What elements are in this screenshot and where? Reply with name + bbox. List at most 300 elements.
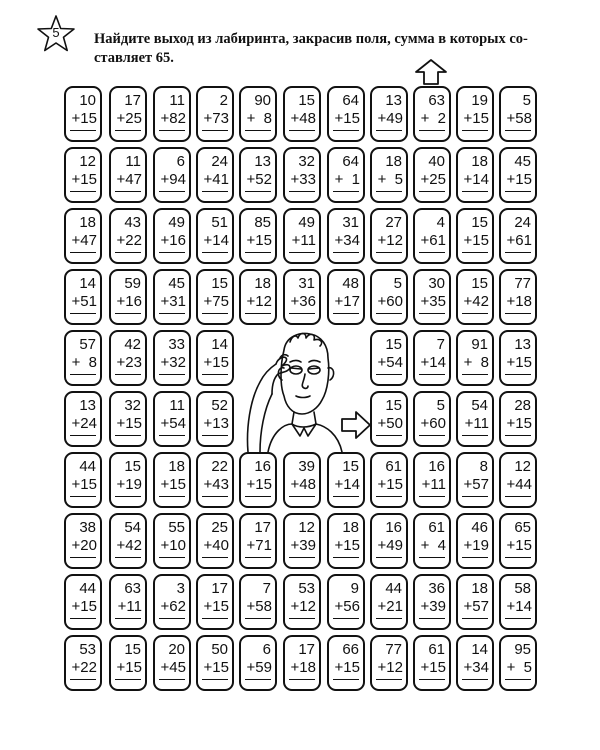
maze-cell[interactable] (109, 269, 147, 325)
maze-cell[interactable] (370, 513, 408, 569)
maze-cell[interactable] (153, 86, 191, 142)
maze-cell[interactable] (283, 574, 321, 630)
maze-cell[interactable] (499, 452, 537, 508)
cell-addend-bottom: +11 (117, 598, 142, 615)
maze-cell[interactable] (239, 635, 277, 691)
sum-line (289, 191, 315, 192)
cell-addend-top: 44 (385, 580, 402, 597)
maze-cell[interactable] (456, 269, 494, 325)
sum-line (245, 679, 271, 680)
sum-line (505, 130, 531, 131)
maze-cell[interactable] (283, 513, 321, 569)
maze-cell[interactable] (283, 635, 321, 691)
cell-addend-bottom: +11 (421, 476, 446, 493)
maze-cell[interactable] (153, 208, 191, 264)
sum-line (462, 252, 488, 253)
sum-line (159, 618, 185, 619)
cell-addend-bottom: +15 (506, 537, 532, 554)
sum-line (202, 374, 228, 375)
cell-addend-bottom: +15 (334, 110, 360, 127)
cell-addend-top: 13 (254, 153, 271, 170)
sum-line (462, 618, 488, 619)
maze-cell[interactable] (196, 513, 234, 569)
maze-cell[interactable] (153, 635, 191, 691)
cell-addend-top: 38 (79, 519, 96, 536)
maze-cell[interactable] (413, 208, 451, 264)
maze-cell[interactable] (196, 86, 234, 142)
sum-line (289, 557, 315, 558)
cell-addend-top: 4 (436, 214, 445, 231)
maze-cell[interactable] (456, 208, 494, 264)
sum-line (376, 618, 402, 619)
cell-addend-top: 31 (342, 214, 359, 231)
cell-addend-top: 5 (522, 92, 531, 109)
cell-addend-top: 54 (471, 397, 488, 414)
maze-cell[interactable] (109, 330, 147, 386)
maze-cell[interactable] (239, 86, 277, 142)
maze-cell[interactable] (499, 86, 537, 142)
sum-line (202, 191, 228, 192)
sum-line (376, 435, 402, 436)
cell-addend-top: 33 (168, 336, 185, 353)
maze-cell[interactable] (153, 330, 191, 386)
cell-addend-top: 18 (342, 519, 359, 536)
maze-cell[interactable] (413, 269, 451, 325)
cell-addend-top: 49 (298, 214, 315, 231)
cell-addend-top: 27 (385, 214, 402, 231)
sum-line (245, 130, 271, 131)
cell-addend-bottom: +57 (463, 598, 489, 615)
cell-addend-bottom: +19 (116, 476, 142, 493)
maze-cell[interactable] (499, 330, 537, 386)
maze-cell[interactable] (456, 574, 494, 630)
maze-cell[interactable] (456, 452, 494, 508)
maze-cell[interactable] (109, 391, 147, 447)
maze-cell[interactable] (370, 86, 408, 142)
maze-cell[interactable] (64, 452, 102, 508)
cell-addend-top: 42 (124, 336, 141, 353)
sum-line (115, 374, 141, 375)
sum-line (376, 313, 402, 314)
maze-cell[interactable] (239, 452, 277, 508)
cell-addend-top: 17 (211, 580, 228, 597)
sum-line (115, 557, 141, 558)
maze-cell[interactable] (370, 391, 408, 447)
cell-addend-top: 12 (79, 153, 96, 170)
sum-line (419, 191, 445, 192)
cell-addend-bottom: +15 (246, 476, 272, 493)
cell-addend-bottom: +48 (290, 110, 316, 127)
maze-cell[interactable] (153, 391, 191, 447)
maze-cell[interactable] (196, 269, 234, 325)
cell-addend-top: 6 (262, 641, 271, 658)
cell-addend-bottom: +17 (334, 293, 360, 310)
cell-addend-top: 48 (342, 275, 359, 292)
cell-addend-top: 63 (428, 92, 445, 109)
maze-cell[interactable] (196, 330, 234, 386)
cell-addend-top: 16 (254, 458, 271, 475)
sum-line (505, 252, 531, 253)
cell-addend-top: 52 (211, 397, 228, 414)
sum-line (202, 618, 228, 619)
cell-addend-top: 18 (471, 153, 488, 170)
cell-addend-top: 95 (514, 641, 531, 658)
sum-line (505, 191, 531, 192)
sum-line (333, 496, 359, 497)
sum-line (70, 496, 96, 497)
cell-addend-top: 58 (514, 580, 531, 597)
sum-line (333, 252, 359, 253)
maze-cell[interactable] (64, 574, 102, 630)
sum-line (159, 557, 185, 558)
cell-addend-top: 5 (436, 397, 445, 414)
sum-line (289, 313, 315, 314)
maze-cell[interactable] (413, 147, 451, 203)
cell-addend-bottom: +48 (290, 476, 316, 493)
sum-line (202, 130, 228, 131)
sum-line (115, 618, 141, 619)
cell-addend-top: 61 (428, 519, 445, 536)
sum-line (202, 496, 228, 497)
cell-addend-top: 18 (471, 580, 488, 597)
cell-addend-bottom: +15 (463, 232, 489, 249)
cell-addend-bottom: +62 (160, 598, 186, 615)
maze-cell[interactable] (456, 330, 494, 386)
cell-addend-bottom: +58 (506, 110, 532, 127)
sum-line (462, 496, 488, 497)
maze-cell[interactable] (109, 208, 147, 264)
cell-addend-top: 15 (124, 641, 141, 658)
cell-addend-bottom: +14 (334, 476, 360, 493)
cell-addend-bottom: + 2 (420, 110, 446, 127)
sum-line (202, 557, 228, 558)
maze-cell[interactable] (370, 208, 408, 264)
cell-addend-top: 2 (219, 92, 228, 109)
cell-addend-bottom: +75 (203, 293, 229, 310)
cell-addend-bottom: +58 (246, 598, 272, 615)
maze-cell[interactable] (413, 452, 451, 508)
sum-line (115, 435, 141, 436)
cell-addend-top: 31 (298, 275, 315, 292)
maze-cell[interactable] (283, 147, 321, 203)
sum-line (245, 618, 271, 619)
maze-cell[interactable] (283, 208, 321, 264)
maze-cell[interactable] (196, 391, 234, 447)
maze-cell[interactable] (64, 513, 102, 569)
maze-cell[interactable] (196, 452, 234, 508)
cell-addend-bottom: +15 (71, 110, 97, 127)
cell-addend-top: 49 (168, 214, 185, 231)
cell-addend-top: 36 (428, 580, 445, 597)
sum-line (245, 191, 271, 192)
sum-line (289, 252, 315, 253)
cell-addend-top: 18 (79, 214, 96, 231)
cell-addend-bottom: +11 (464, 415, 489, 432)
maze-cell[interactable] (109, 574, 147, 630)
cell-addend-bottom: +15 (246, 232, 272, 249)
maze-cell[interactable] (413, 391, 451, 447)
maze-cell[interactable] (456, 635, 494, 691)
sum-line (202, 679, 228, 680)
maze-cell[interactable] (370, 574, 408, 630)
sum-line (115, 679, 141, 680)
maze-cell[interactable] (153, 574, 191, 630)
maze-cell[interactable] (413, 635, 451, 691)
sum-line (289, 618, 315, 619)
maze-cell[interactable] (413, 574, 451, 630)
maze-cell[interactable] (239, 513, 277, 569)
cell-addend-bottom: +49 (377, 110, 403, 127)
cell-addend-bottom: +21 (377, 598, 403, 615)
cell-addend-bottom: +60 (420, 415, 446, 432)
cell-addend-top: 85 (254, 214, 271, 231)
cell-addend-bottom: +25 (420, 171, 446, 188)
cell-addend-top: 8 (479, 458, 488, 475)
cell-addend-top: 77 (514, 275, 531, 292)
task-number: 5 (52, 25, 60, 40)
sum-line (333, 557, 359, 558)
maze-cell[interactable] (327, 269, 365, 325)
maze-cell[interactable] (283, 269, 321, 325)
cell-addend-top: 24 (514, 214, 531, 231)
cell-addend-bottom: +11 (291, 232, 316, 249)
maze-cell[interactable] (239, 269, 277, 325)
cell-addend-top: 15 (298, 92, 315, 109)
cell-addend-top: 5 (393, 275, 402, 292)
maze-cell[interactable] (327, 86, 365, 142)
maze-cell[interactable] (64, 208, 102, 264)
maze-cell[interactable] (327, 147, 365, 203)
cell-addend-bottom: +39 (420, 598, 446, 615)
maze-cell[interactable] (153, 513, 191, 569)
sum-line (70, 557, 96, 558)
maze-cell[interactable] (327, 635, 365, 691)
maze-cell[interactable] (196, 635, 234, 691)
maze-cell[interactable] (327, 208, 365, 264)
cell-addend-bottom: +39 (290, 537, 316, 554)
maze-cell[interactable] (109, 452, 147, 508)
sum-line (70, 130, 96, 131)
sum-line (70, 313, 96, 314)
cell-addend-top: 40 (428, 153, 445, 170)
maze-cell[interactable] (283, 86, 321, 142)
sum-line (333, 618, 359, 619)
cell-addend-bottom: +18 (506, 293, 532, 310)
cell-addend-bottom: +36 (290, 293, 316, 310)
maze-cell[interactable] (413, 86, 451, 142)
cell-addend-bottom: +15 (203, 354, 229, 371)
cell-addend-bottom: +47 (71, 232, 97, 249)
cell-addend-top: 16 (385, 519, 402, 536)
sum-line (333, 679, 359, 680)
cell-addend-bottom: +41 (203, 171, 229, 188)
cell-addend-bottom: +19 (463, 537, 489, 554)
cell-addend-bottom: +94 (160, 171, 186, 188)
cell-addend-top: 91 (471, 336, 488, 353)
cell-addend-bottom: +54 (160, 415, 186, 432)
cell-addend-top: 15 (471, 275, 488, 292)
sum-line (419, 130, 445, 131)
cell-addend-top: 7 (436, 336, 445, 353)
maze-cell[interactable] (456, 391, 494, 447)
maze-cell[interactable] (499, 147, 537, 203)
sum-line (70, 679, 96, 680)
maze-cell[interactable] (196, 574, 234, 630)
maze-cell[interactable] (283, 452, 321, 508)
cell-addend-top: 17 (298, 641, 315, 658)
maze-cell[interactable] (64, 86, 102, 142)
cell-addend-top: 15 (385, 336, 402, 353)
maze-cell[interactable] (239, 208, 277, 264)
maze-cell[interactable] (499, 513, 537, 569)
cell-addend-top: 24 (211, 153, 228, 170)
maze-cell[interactable] (327, 452, 365, 508)
maze-cell[interactable] (456, 86, 494, 142)
maze-cell[interactable] (499, 635, 537, 691)
maze-cell[interactable] (456, 513, 494, 569)
sum-line (376, 679, 402, 680)
sum-line (159, 435, 185, 436)
sum-line (505, 313, 531, 314)
maze-cell[interactable] (64, 330, 102, 386)
maze-cell[interactable] (239, 574, 277, 630)
cell-addend-top: 12 (298, 519, 315, 536)
cell-addend-top: 90 (254, 92, 271, 109)
cell-addend-top: 10 (79, 92, 96, 109)
maze-cell[interactable] (327, 574, 365, 630)
maze-cell[interactable] (499, 269, 537, 325)
cell-addend-bottom: +15 (420, 659, 446, 676)
maze-cell[interactable] (64, 391, 102, 447)
maze-cell[interactable] (370, 452, 408, 508)
cell-addend-bottom: + 1 (334, 171, 360, 188)
cell-addend-top: 15 (385, 397, 402, 414)
sum-line (462, 130, 488, 131)
cell-addend-top: 19 (471, 92, 488, 109)
maze-cell[interactable] (109, 635, 147, 691)
cell-addend-bottom: +34 (463, 659, 489, 676)
cell-addend-top: 12 (514, 458, 531, 475)
cell-addend-bottom: +15 (116, 659, 142, 676)
maze-cell[interactable] (196, 147, 234, 203)
maze-cell[interactable] (499, 574, 537, 630)
cell-addend-top: 13 (514, 336, 531, 353)
sum-line (462, 679, 488, 680)
maze-cell[interactable] (370, 635, 408, 691)
maze-cell[interactable] (196, 208, 234, 264)
maze-cell[interactable] (64, 269, 102, 325)
cell-addend-top: 43 (124, 214, 141, 231)
cell-addend-bottom: + 8 (71, 354, 97, 371)
cell-addend-bottom: +14 (506, 598, 532, 615)
cell-addend-bottom: + 8 (246, 110, 272, 127)
maze-cell[interactable] (499, 391, 537, 447)
cell-addend-bottom: + 5 (506, 659, 532, 676)
maze-cell[interactable] (370, 147, 408, 203)
maze-cell[interactable] (413, 330, 451, 386)
maze-cell[interactable] (370, 330, 408, 386)
maze-cell[interactable] (327, 513, 365, 569)
cell-addend-top: 7 (262, 580, 271, 597)
sum-line (462, 191, 488, 192)
cell-addend-bottom: +61 (506, 232, 532, 249)
cell-addend-top: 14 (79, 275, 96, 292)
maze-cell[interactable] (153, 147, 191, 203)
cell-addend-bottom: +57 (463, 476, 489, 493)
maze-cell[interactable] (109, 147, 147, 203)
cell-addend-top: 14 (471, 641, 488, 658)
sum-line (376, 374, 402, 375)
sum-line (115, 496, 141, 497)
cell-addend-bottom: +20 (71, 537, 97, 554)
maze-cell[interactable] (499, 208, 537, 264)
cell-addend-bottom: +13 (203, 415, 229, 432)
sum-line (505, 374, 531, 375)
sum-line (462, 374, 488, 375)
cell-addend-bottom: +73 (203, 110, 229, 127)
sum-line (70, 191, 96, 192)
cell-addend-bottom: +50 (377, 415, 403, 432)
sum-line (159, 130, 185, 131)
cell-addend-top: 15 (471, 214, 488, 231)
cell-addend-bottom: +24 (71, 415, 97, 432)
maze-cell[interactable] (413, 513, 451, 569)
maze-cell[interactable] (153, 452, 191, 508)
maze-cell[interactable] (64, 147, 102, 203)
cell-addend-top: 15 (211, 275, 228, 292)
sum-line (419, 313, 445, 314)
maze-cell[interactable] (239, 147, 277, 203)
cell-addend-top: 17 (254, 519, 271, 536)
cell-addend-top: 44 (79, 458, 96, 475)
sum-line (505, 618, 531, 619)
sum-line (289, 130, 315, 131)
maze-cell[interactable] (153, 269, 191, 325)
maze-cell[interactable] (456, 147, 494, 203)
cell-addend-bottom: +15 (463, 110, 489, 127)
cell-addend-bottom: +12 (246, 293, 272, 310)
cell-addend-bottom: +22 (71, 659, 97, 676)
sum-line (115, 191, 141, 192)
sum-line (70, 435, 96, 436)
cell-addend-top: 61 (385, 458, 402, 475)
cell-addend-top: 20 (168, 641, 185, 658)
sum-line (159, 679, 185, 680)
cell-addend-bottom: +33 (290, 171, 316, 188)
cell-addend-bottom: +31 (160, 293, 186, 310)
maze-cell[interactable] (64, 635, 102, 691)
cell-addend-bottom: +45 (160, 659, 186, 676)
cell-addend-top: 55 (168, 519, 185, 536)
cell-addend-top: 15 (342, 458, 359, 475)
maze-cell[interactable] (370, 269, 408, 325)
cell-addend-top: 53 (79, 641, 96, 658)
cell-addend-top: 57 (79, 336, 96, 353)
sum-line (159, 496, 185, 497)
sum-line (159, 313, 185, 314)
cell-addend-bottom: +51 (71, 293, 97, 310)
cell-addend-top: 46 (471, 519, 488, 536)
maze-cell[interactable] (109, 86, 147, 142)
sum-line (376, 496, 402, 497)
cell-addend-bottom: +15 (506, 354, 532, 371)
cell-addend-top: 59 (124, 275, 141, 292)
maze-cell[interactable] (109, 513, 147, 569)
sum-line (202, 252, 228, 253)
cell-addend-bottom: +43 (203, 476, 229, 493)
cell-addend-top: 6 (176, 153, 185, 170)
sum-line (245, 557, 271, 558)
